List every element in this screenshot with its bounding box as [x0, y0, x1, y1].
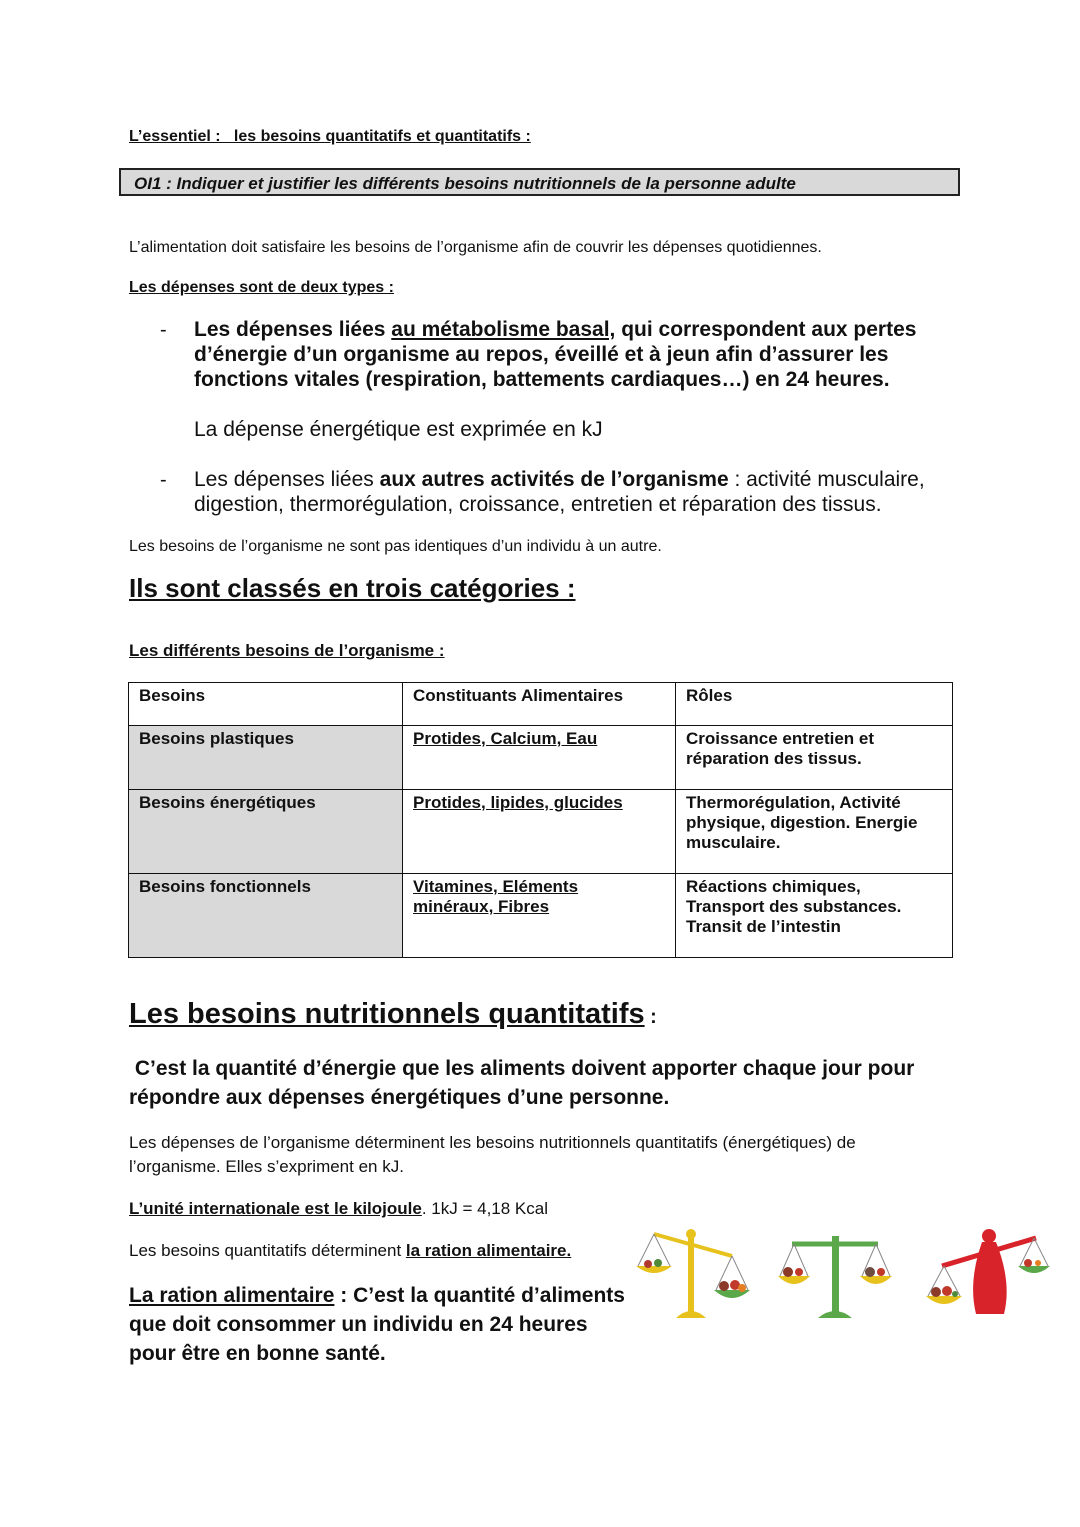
cell-role: Croissance entretien et réparation des tissus.	[676, 726, 953, 790]
individual-note: Les besoins de l’organisme ne sont pas identiques d’un individu à un autre.	[129, 538, 662, 555]
header-cell-besoins: Besoins	[129, 683, 403, 726]
cell-constituants-text: Protides, Calcium, Eau	[413, 729, 598, 748]
cell-constituants	[403, 726, 676, 790]
needs-table	[128, 682, 953, 958]
cell-besoin: Besoins énergétiques	[129, 790, 403, 874]
categories-heading: Ils sont classés en trois catégories :	[129, 573, 576, 603]
bullet2-rest: : activité musculaire, digestion, thermorégulation, croissance, entretien et réparation des tissus.	[194, 468, 925, 516]
cell-besoin: Besoins plastiques	[129, 726, 403, 790]
cell-role: Thermorégulation, Activité physique, digestion. Energie musculaire.	[676, 790, 953, 874]
objective-text: OI1 : Indiquer et justifier les différents besoins nutritionnels de la personne adulte	[134, 174, 796, 193]
ration-line-prefix: Les besoins quantitatifs déterminent	[129, 1241, 406, 1260]
depenses-heading: Les dépenses sont de deux types :	[129, 279, 394, 296]
header-cell-roles: Rôles	[676, 683, 953, 726]
ration-term: La ration alimentaire	[129, 1284, 335, 1307]
energy-unit-note: La dépense énergétique est exprimée en kJ	[194, 418, 603, 441]
bullet-dash-2: -	[160, 469, 167, 491]
cell-constituants-text: Vitamines, Eléments minéraux, Fibres	[413, 877, 579, 916]
cell-besoin: Besoins fonctionnels	[129, 874, 403, 958]
quantitatifs-lead: C’est la quantité d’énergie que les aliments doivent apporter chaque jour pour répondre aux dépenses énergétiques d’une personne.	[129, 1057, 921, 1109]
bullet-metabolisme	[194, 317, 964, 392]
table-header-row	[129, 683, 953, 726]
quantitatifs-colon: :	[644, 1006, 657, 1028]
header-cell-constituants: Constituants Alimentaires	[403, 683, 676, 726]
bullet-dash-1: -	[160, 319, 167, 341]
essentiel-heading: L’essentiel : les besoins quantitatifs et quantitatifs :	[129, 128, 531, 145]
table-row	[129, 874, 953, 958]
table-caption: Les différents besoins de l’organisme :	[129, 641, 445, 660]
intro-paragraph: L’alimentation doit satisfaire les besoins de l’organisme afin de couvrir les dépenses quotidiennes.	[129, 239, 822, 256]
bullet1-link: au métabolisme basal,	[391, 318, 616, 341]
table-row	[129, 726, 953, 790]
bullet1-rest: qui correspondent aux pertes d’énergie d’un organisme au repos, éveillé et à jeun afin d’assurer les fonctions vitales (respiration, battements cardiaques…) en 24 heures.	[194, 318, 917, 391]
ration-line	[129, 1241, 571, 1261]
quantitatifs-title: Les besoins nutritionnels quantitatifs	[129, 998, 645, 1030]
bullet1-prefix: Les dépenses liées	[194, 318, 392, 341]
cell-role: Réactions chimiques, Transport des substances. Transit de l’intestin	[676, 874, 953, 958]
cell-constituants	[403, 874, 676, 958]
cell-constituants-text: Protides, lipides, glucides	[413, 793, 623, 812]
objective-box	[119, 168, 960, 196]
bullet2-bold: aux autres activités de l’organisme	[379, 468, 729, 491]
scale-tilted-left-icon	[636, 1229, 750, 1318]
bullet2-prefix: Les dépenses liées	[194, 468, 380, 491]
scale-balanced-icon	[778, 1236, 892, 1318]
ration-definition	[129, 1281, 629, 1368]
scales-illustration	[632, 1222, 1052, 1332]
table-row	[129, 790, 953, 874]
quantitatifs-paragraph: Les dépenses de l’organisme déterminent les besoins nutritionnels quantitatifs (énergétiques) de l’organisme. Elles s’expriment en kJ.	[129, 1133, 856, 1176]
bullet-autres-activites	[194, 467, 964, 517]
quantitatifs-heading	[129, 998, 657, 1031]
scale-tilted-right-icon	[926, 1229, 1050, 1314]
cell-constituants	[403, 790, 676, 874]
unit-label: L’unité internationale est le kilojoule	[129, 1199, 422, 1218]
unit-line	[129, 1199, 548, 1219]
ration-def: : C’est la quantité d’aliments que doit consommer un individu en 24 heures pour être en bonne santé.	[129, 1284, 625, 1365]
unit-rest: . 1kJ = 4,18 Kcal	[421, 1199, 548, 1218]
ration-line-link: la ration alimentaire.	[405, 1241, 572, 1260]
